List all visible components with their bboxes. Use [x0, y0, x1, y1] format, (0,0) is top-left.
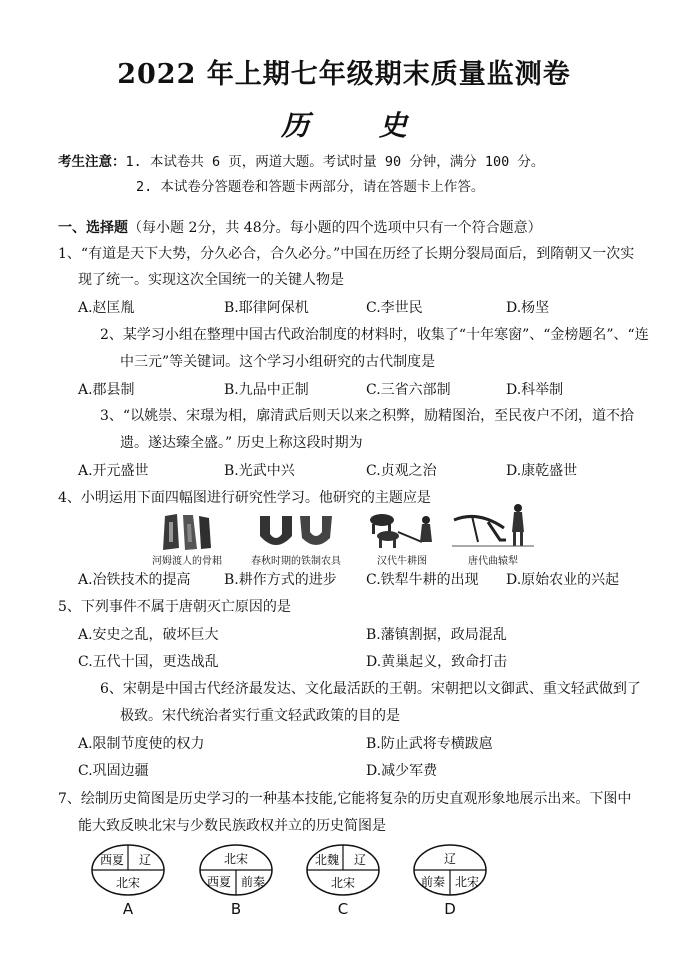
q7-d-bottom-left: 前秦: [420, 875, 446, 889]
q1-option-c: C.李世民: [366, 300, 423, 316]
q5-option-b: B.藩镇割据，政局混乱: [366, 627, 507, 643]
q7-a-top-left: 西夏: [99, 853, 125, 867]
q2-line-1: 2、某学习小组在整理中国古代政治制度的材料时，收集了“十年寒窗”、“金榜题名”、“连: [100, 327, 649, 343]
section-1-label: 一、选择题: [58, 220, 128, 236]
q7-letter-b: B: [230, 900, 242, 918]
q2-option-a: A.郡县制: [78, 382, 135, 398]
q1-option-d: D.杨坚: [506, 300, 550, 316]
subject-char-1: 历: [281, 109, 310, 142]
q6-line-2: 极致。宋代统治者实行重文轻武政策的目的是: [120, 708, 400, 724]
q7-letter-d: D: [444, 900, 456, 918]
q7-diagram-d: [410, 842, 490, 918]
iron-tools-icon: [256, 512, 336, 552]
q7-circle-a: [88, 842, 168, 898]
bone-spade-icon: [157, 512, 217, 552]
ox-plough-icon: [364, 506, 440, 552]
q4-option-b: B.耕作方式的进步: [224, 572, 337, 588]
exam-title: 2022 年上期七年级期末质量监测卷: [117, 59, 571, 90]
q3-line-1: 3、“以姚崇、宋璟为相，廓清武后则天以来之积弊，励精图治，至民夜户不闭，道不拾: [100, 408, 635, 424]
q4-figure-iron-tools: [236, 512, 356, 567]
q4-option-c: C.铁犁牛耕的出现: [366, 572, 479, 588]
q7-diagram-a: [88, 842, 168, 918]
q7-c-top-right: 辽: [353, 853, 367, 867]
q7-circle-c: [303, 842, 383, 898]
q3-option-a: A.开元盛世: [78, 463, 149, 479]
q3-option-c: C.贞观之治: [366, 463, 437, 479]
q2-option-c: C.三省六部制: [366, 382, 451, 398]
q1-line-1: 1、“有道是天下大势，分久必合，合久必分。”中国在历经了长期分裂局面后，到隋朝又一次实: [58, 246, 635, 262]
notice-text-1: 1. 本试卷共 6 页，两道大题。考试时量 90 分钟，满分 100 分。: [125, 154, 545, 170]
q7-d-bottom-right: 北宋: [454, 875, 480, 889]
q6-option-c: C.巩固边疆: [78, 763, 149, 779]
q5-option-c: C.五代十国，更迭战乱: [78, 654, 219, 670]
q4-caption-3: 汉代牛耕图: [377, 556, 427, 567]
q4-caption-4: 唐代曲辕犁: [468, 556, 518, 567]
q1-option-b: B.耶律阿保机: [224, 300, 309, 316]
q7-c-bottom: 北宋: [330, 876, 356, 890]
q7-d-top: 辽: [443, 852, 457, 866]
q6-option-b: B.防止武将专横跋扈: [366, 736, 493, 752]
q5-option-a: A.安史之乱，破坏巨大: [78, 627, 219, 643]
q5-line-1: 5、下列事件不属于唐朝灭亡原因的是: [58, 599, 291, 615]
q4-figure-curved-plough: [448, 500, 538, 567]
q7-letter-c: C: [337, 900, 349, 918]
subject-title: [0, 104, 688, 144]
q7-a-bottom: 北宋: [115, 876, 141, 890]
q4-line-1: 4、小明运用下面四幅图进行研究性学习。他研究的主题应是: [58, 490, 431, 506]
q7-b-bottom-right: 前秦: [240, 875, 266, 889]
q2-option-d: D.科举制: [506, 382, 564, 398]
q7-circle-b: [196, 842, 276, 898]
subject-char-2: 史: [378, 109, 407, 142]
q1-line-2: 现了统一。实现这次全国统一的关键人物是: [78, 272, 344, 288]
q4-figure-bone-spade: [142, 512, 232, 567]
q7-b-bottom-left: 西夏: [206, 875, 232, 889]
q6-option-d: D.减少军费: [366, 763, 438, 779]
curved-plough-icon: [448, 500, 538, 552]
q4-option-d: D.原始农业的兴起: [506, 572, 620, 588]
q7-line-1: 7、绘制历史简图是历史学习的一种基本技能,它能将复杂的历史直观形象地展示出来。下图中: [58, 791, 632, 807]
q7-letter-a: A: [122, 900, 134, 918]
q7-c-top-left: 北魏: [314, 853, 340, 867]
section-1-desc: （每小题 2分，共 48分。每小题的四个选项中只有一个符合题意）: [128, 220, 542, 236]
q7-circle-d: [410, 842, 490, 898]
q3-line-2: 遗。遂达臻全盛。” 历史上称这段时期为: [120, 435, 363, 451]
notice-label: 考生注意：: [58, 154, 126, 170]
q4-option-a: A.冶铁技术的提高: [78, 572, 191, 588]
section-1-heading: [58, 218, 542, 238]
q3-option-b: B.光武中兴: [224, 463, 295, 479]
q6-option-a: A.限制节度使的权力: [78, 736, 205, 752]
q4-caption-1: 河姆渡人的骨耜: [152, 556, 222, 567]
notice-line-1: [58, 152, 544, 172]
q4-caption-2: 春秋时期的铁制农具: [251, 556, 341, 567]
q7-diagram-b: [196, 842, 276, 918]
q2-option-b: B.九品中正制: [224, 382, 309, 398]
q4-figure-ox-plough: [362, 506, 442, 567]
q6-line-1: 6、宋朝是中国古代经济最发达、文化最活跃的王朝。宋朝把以文御武、重文轻武做到了: [100, 681, 641, 697]
notice-line-2: 2. 本试卷分答题卷和答题卡两部分，请在答题卡上作答。: [136, 179, 485, 195]
q7-a-top-right: 辽: [138, 853, 152, 867]
q7-line-2: 能大致反映北宋与少数民族政权并立的历史简图是: [78, 818, 386, 834]
q7-b-top: 北宋: [223, 852, 249, 866]
q1-option-a: A.赵匡胤: [78, 300, 135, 316]
q5-option-d: D.黄巢起义，致命打击: [366, 654, 508, 670]
q3-option-d: D.康乾盛世: [506, 463, 578, 479]
q2-line-2: 中三元”等关键词。这个学习小组研究的古代制度是: [120, 354, 436, 370]
q7-diagram-c: [303, 842, 383, 918]
